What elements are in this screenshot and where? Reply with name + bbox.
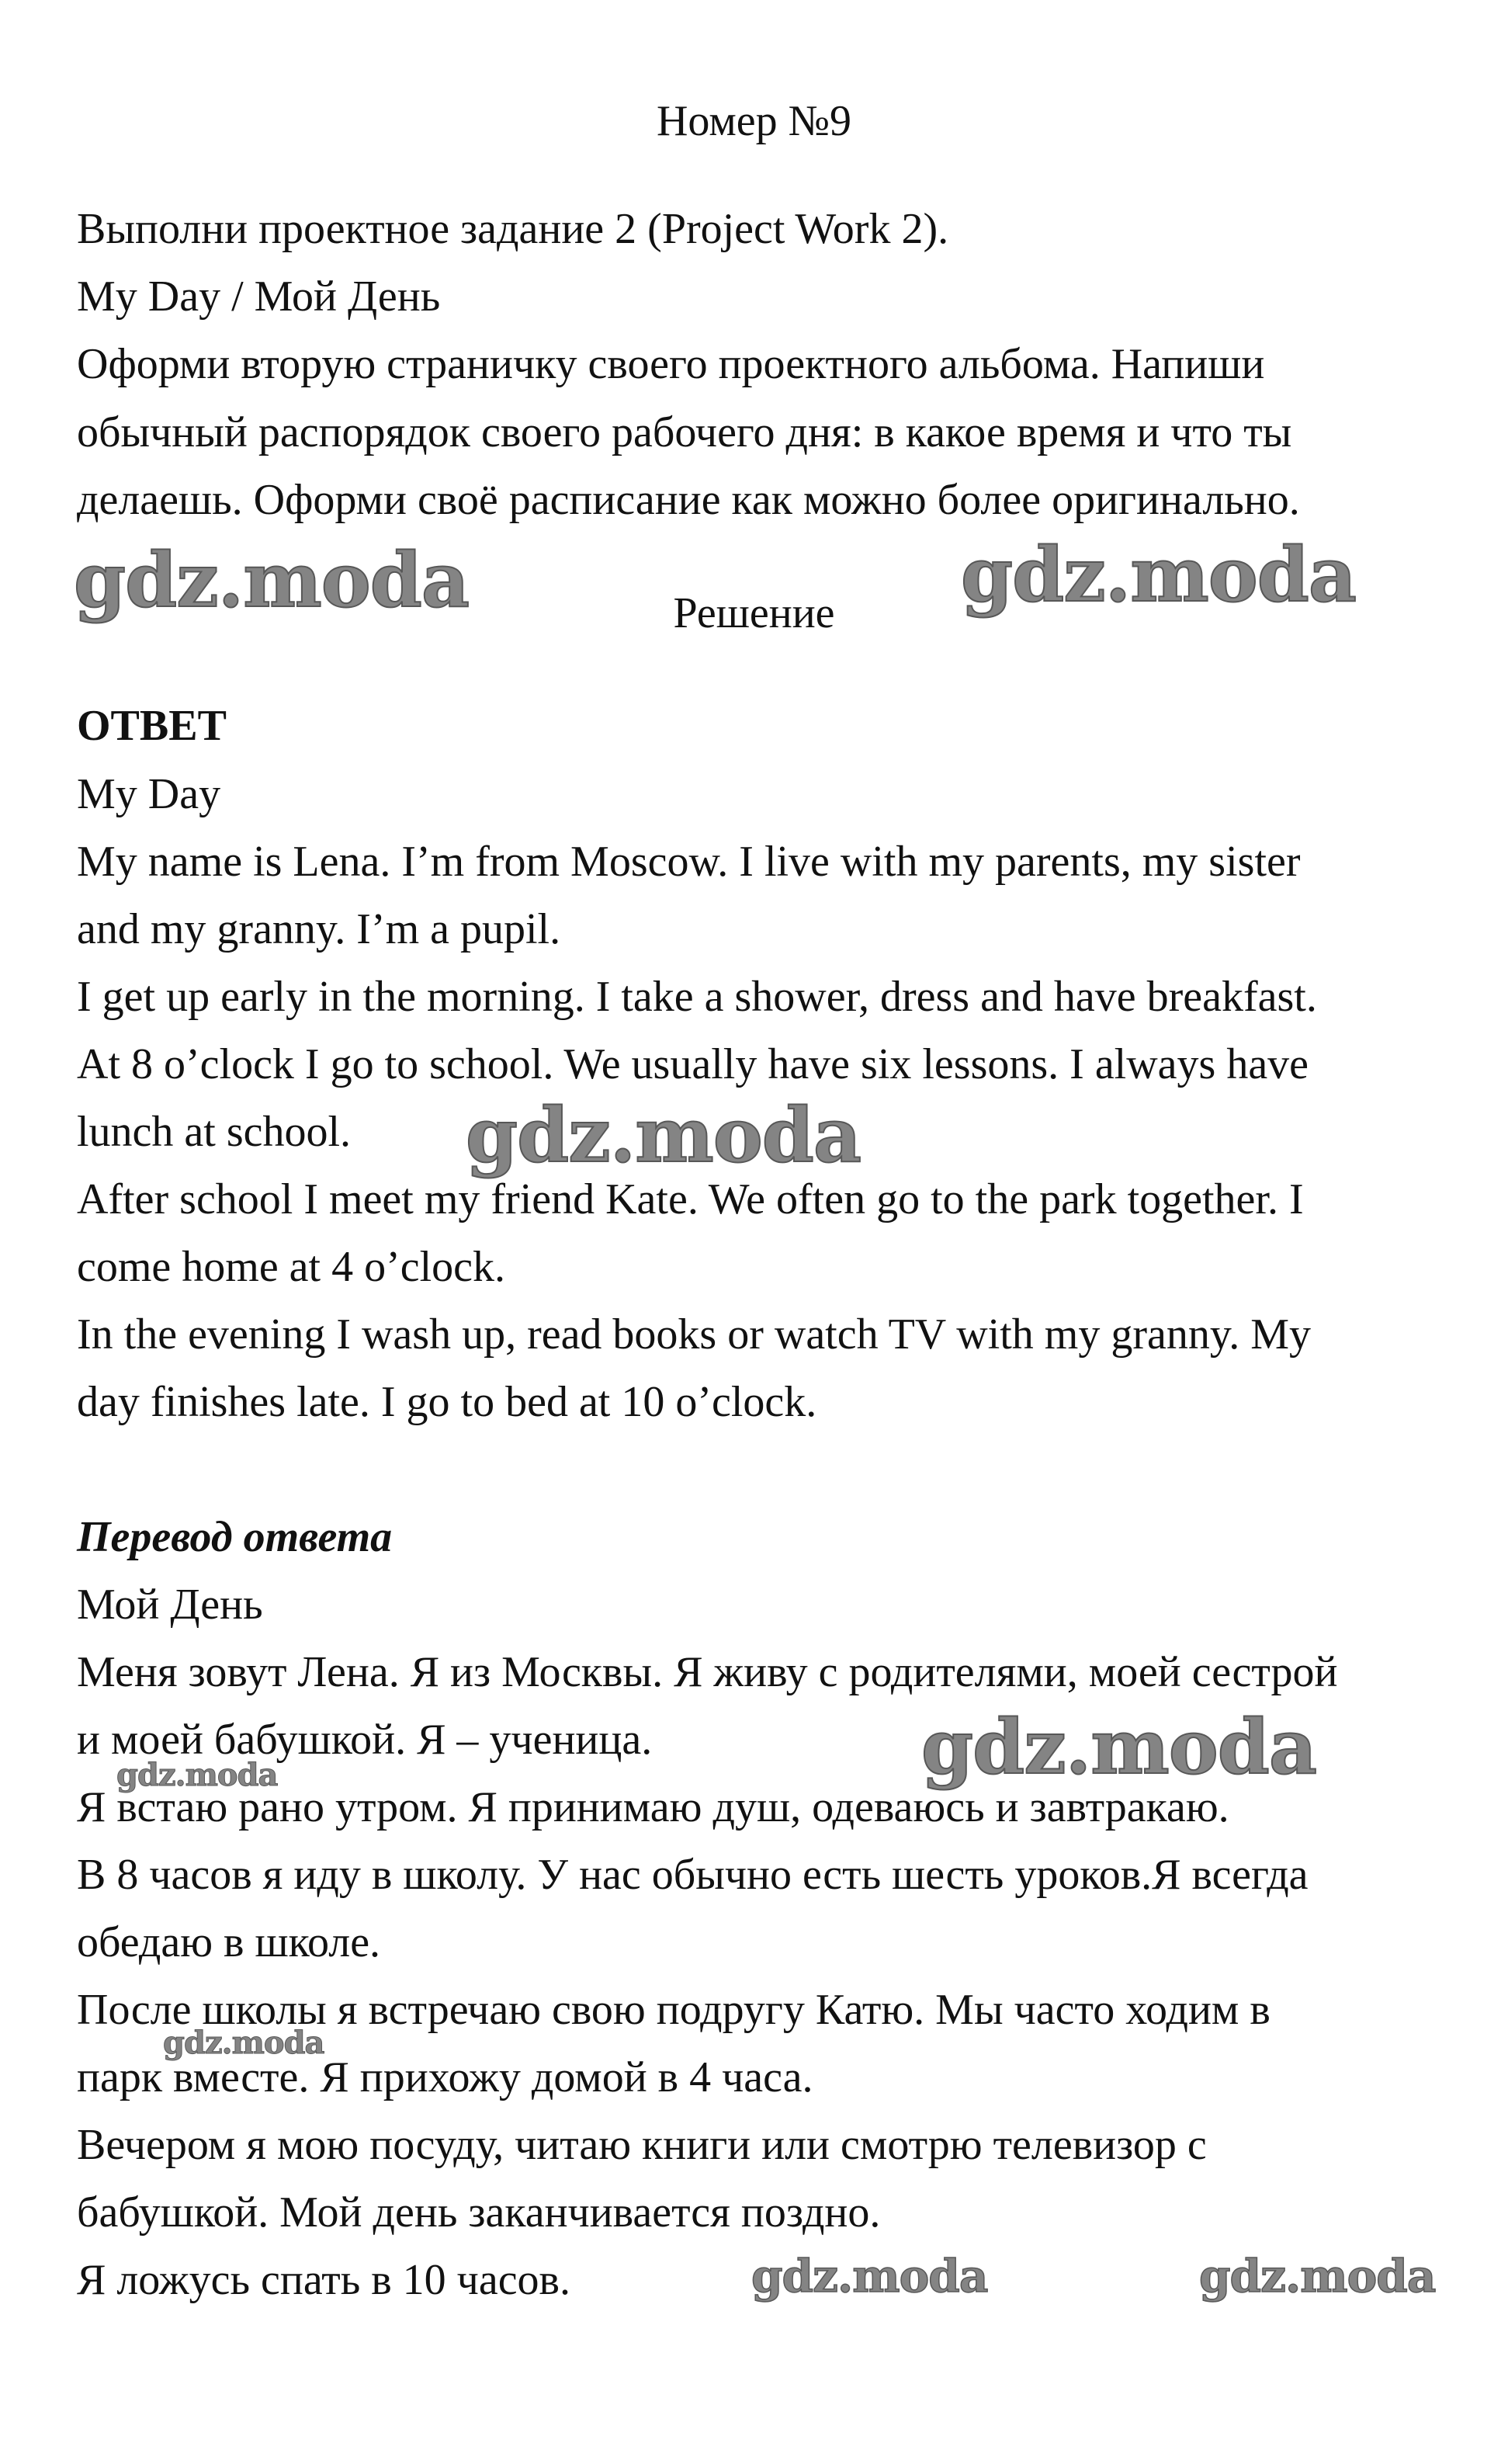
task-line-5: делаешь. Оформи своё расписание как можно более оригинально. — [77, 476, 1300, 524]
watermark: gdz.moda — [116, 1757, 278, 1793]
task-line-1: Выполни проектное задание 2 (Project Work 2). — [77, 205, 949, 253]
watermark: gdz.moda — [961, 531, 1357, 619]
translation-line-11: Я ложусь спать в 10 часов. — [77, 2256, 570, 2304]
answer-line-9: In the evening I wash up, read books or watch TV with my granny. My — [77, 1310, 1311, 1359]
translation-line-8: парк вместе. Я прихожу домой в 4 часа. — [77, 2053, 813, 2101]
answer-line-10: day finishes late. I go to bed at 10 o’clock. — [77, 1378, 817, 1426]
page-title: Номер №9 — [656, 97, 852, 145]
translation-line-9: Вечером я мою посуду, читаю книги или смотрю телевизор с — [77, 2121, 1207, 2169]
translation-line-4: Я встаю рано утром. Я принимаю душ, одеваюсь и завтракаю. — [77, 1783, 1229, 1831]
translation-line-10: бабушкой. Мой день заканчивается поздно. — [77, 2188, 881, 2237]
task-line-2: My Day / Мой День — [77, 272, 441, 321]
translation-heading: Перевод ответа — [77, 1513, 393, 1561]
task-line-4: обычный распорядок своего рабочего дня: в какое время и что ты — [77, 408, 1292, 456]
answer-line-1: My Day — [77, 770, 221, 818]
translation-line-5: В 8 часов я иду в школу. У нас обычно есть шесть уроков.Я всегда — [77, 1851, 1309, 1899]
watermark: gdz.moda — [751, 2250, 988, 2303]
answer-line-2: My name is Lena. I’m from Moscow. I live with my parents, my sister — [77, 838, 1301, 886]
watermark: gdz.moda — [466, 1091, 861, 1179]
answer-line-7: After school I meet my friend Kate. We often go to the park together. I — [77, 1175, 1304, 1223]
answer-heading: ОТВЕТ — [77, 702, 227, 750]
solution-label: Решение — [673, 589, 835, 637]
watermark: gdz.moda — [921, 1703, 1317, 1791]
task-line-3: Оформи вторую страничку своего проектного альбома. Напиши — [77, 340, 1265, 388]
watermark: gdz.moda — [1199, 2250, 1436, 2303]
answer-line-6: lunch at school. — [77, 1108, 352, 1156]
translation-line-7: После школы я встречаю свою подругу Катю. Мы часто ходим в — [77, 1986, 1271, 2034]
answer-line-3: and my granny. I’m a pupil. — [77, 905, 561, 953]
answer-line-5: At 8 o’clock I go to school. We usually have six lessons. I always have — [77, 1040, 1309, 1088]
watermark: gdz.moda — [163, 2025, 324, 2061]
answer-line-4: I get up early in the morning. I take a shower, dress and have breakfast. — [77, 973, 1317, 1021]
watermark: gdz.moda — [74, 536, 470, 624]
translation-line-1: Мой День — [77, 1581, 263, 1629]
translation-line-2: Меня зовут Лена. Я из Москвы. Я живу с родителями, моей сестрой — [77, 1648, 1338, 1696]
answer-line-8: come home at 4 o’clock. — [77, 1243, 506, 1291]
translation-line-3: и моей бабушкой. Я – ученица. — [77, 1716, 653, 1764]
translation-line-6: обедаю в школе. — [77, 1918, 381, 1966]
